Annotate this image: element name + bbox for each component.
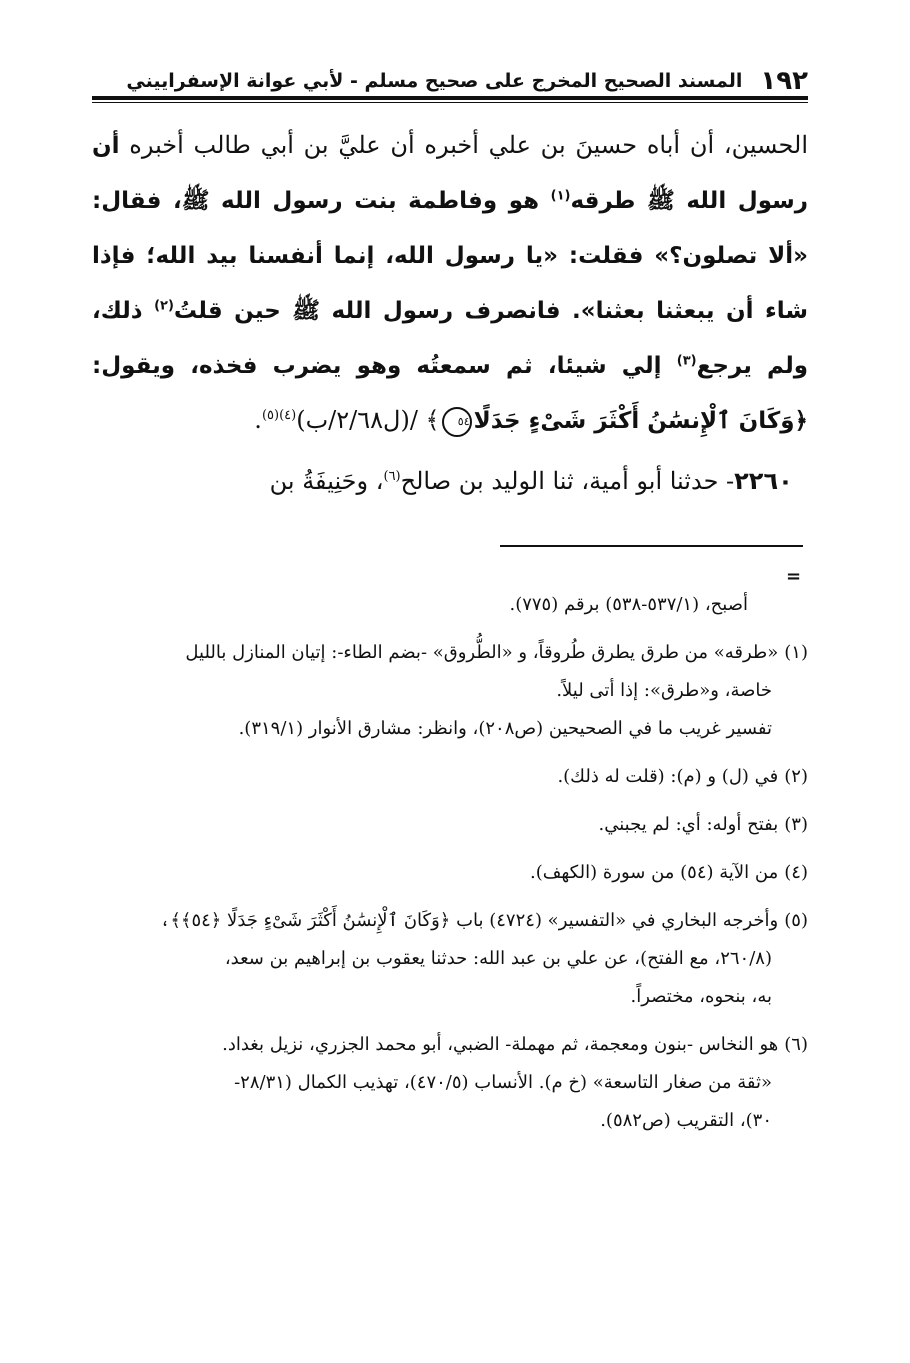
- footnote-text: وأخرجه البخاري في «التفسير» (٤٧٢٤) باب ﴿وَكَانَ ٱلْإِنسَٰنُ أَكْثَرَ شَىْءٍ جَدَلًا ﴿٥٤﴾﴾،: [159, 910, 779, 931]
- footnote-2: [92, 758, 808, 796]
- footnote-text: من الآية (٥٤) من سورة (الكهف).: [530, 862, 779, 883]
- footnote-text: بفتح أوله: أي: لم يجبني.: [598, 814, 779, 835]
- quran-verse: إلي شيئا، ثم سمعتُه وهو يضرب فخذه، ويقول: ﴿وَكَانَ ٱلْإِنسَٰنُ أَكْثَرَ شَىْءٍ جَدَلًا: [92, 353, 808, 434]
- footnote-text: أصبح، (٥٣٧/١-٥٣٨) برقم (٧٧٥).: [509, 594, 748, 615]
- footnote-continuation: [92, 586, 808, 624]
- footnote-ref-1: (١): [550, 188, 571, 204]
- footnote-line: [92, 1026, 808, 1064]
- page-number: ١٩٢: [760, 66, 808, 96]
- text-segment: الحسين، أن أباه حسينَ بن علي أخبره أن عليَّ بن أبي طالب أخبره: [119, 131, 808, 159]
- footnotes: [92, 586, 808, 1150]
- footnote-5: [92, 902, 808, 1016]
- footnote-number: (٤): [784, 862, 808, 883]
- hadith-2260: [92, 454, 808, 508]
- footnote-separator: [500, 545, 803, 547]
- bold-text: هو وفاطمة بنت رسول الله ﷺ، فقال: «ألا تصلون؟» فقلت: «يا رسول الله، إنما أنفسنا بيد الله؛ فإذا شاء أن يبعثنا بعثنا». فانصرف رسول الله ﷺ حين قلتُ: [92, 188, 808, 324]
- footnote-line: ٣٠)، التقريب (ص٥٨٢).: [600, 1110, 772, 1131]
- footnote-number: (٥): [784, 910, 808, 931]
- text-segment: - حدثنا أبو أمية، ثنا الوليد بن صالح: [400, 467, 735, 495]
- footnote-line: تفسير غريب ما في الصحيحين (ص٢٠٨)، وانظر: مشارق الأنوار (٣١٩/١).: [238, 718, 772, 739]
- footnote-line: خاصة، و«طرق»: إذا أتى ليلاً.: [556, 680, 772, 701]
- footnote-4: [92, 854, 808, 892]
- running-title: المسند الصحيح المخرج على صحيح مسلم - لأبي عوانة الإسفراييني: [126, 70, 743, 92]
- bold-segment: [92, 133, 808, 434]
- footnote-text: هو النخاس -بنون ومعجمة، ثم مهملة- الضبي، أبو محمد الجزري، نزيل بغداد.: [222, 1034, 779, 1055]
- footnote-number: (١): [784, 642, 808, 663]
- footnote-ref-6: (٦): [383, 469, 401, 484]
- page-header: [92, 52, 808, 94]
- ayah-number-mark: ٥٤: [442, 407, 472, 437]
- footnote-line: به، بنحوه، مختصراً.: [630, 986, 772, 1007]
- hadith-number: ٢٢٦٠: [734, 467, 793, 495]
- footnote-ref-2: (٢): [154, 298, 174, 314]
- footnote-3: [92, 806, 808, 844]
- footnote-text: «طرقه» من طرق يطرق طُروقاً، و «الطُّروق» -بضم الطاء-: إتيان المنازل بالليل: [185, 642, 779, 663]
- footnote-text: في (ل) و (م): (قلت له ذلك).: [557, 766, 779, 787]
- bold-text: أن رسول الله ﷺ طرقه: [92, 133, 808, 214]
- footnote-continuation-mark: =: [786, 566, 802, 587]
- footnote-number: (٣): [784, 814, 808, 835]
- text-segment: .: [254, 406, 262, 434]
- text-segment: ، وحَنِيفَةُ بن: [269, 467, 384, 495]
- header-rule-thin: [92, 102, 808, 103]
- bold-text: ذلك، ولم يرجع: [92, 298, 808, 379]
- footnote-6: [92, 1026, 808, 1140]
- footnote-line: [92, 902, 808, 940]
- main-text: [92, 118, 808, 508]
- header-rule-thick: [92, 96, 808, 100]
- footnote-number: (٢): [784, 766, 808, 787]
- footnote-1: [92, 634, 808, 748]
- text-segment: ﴾ /(ل٢/٦٨/ب): [296, 406, 440, 434]
- footnote-ref-3: (٣): [676, 353, 697, 369]
- footnote-number: (٦): [784, 1034, 808, 1055]
- footnote-line: (٢٦٠/٨، مع الفتح)، عن علي بن عبد الله: حدثنا يعقوب بن إبراهيم بن سعد،: [224, 948, 772, 969]
- footnote-line: «ثقة من صغار التاسعة» (خ م). الأنساب (٤٧٠/٥)، تهذيب الكمال (٢٨/٣١-: [234, 1072, 772, 1093]
- hadith-text-continued: [92, 118, 808, 448]
- footnote-ref-4-5: (٤)(٥): [261, 408, 297, 423]
- footnote-line: [92, 634, 808, 672]
